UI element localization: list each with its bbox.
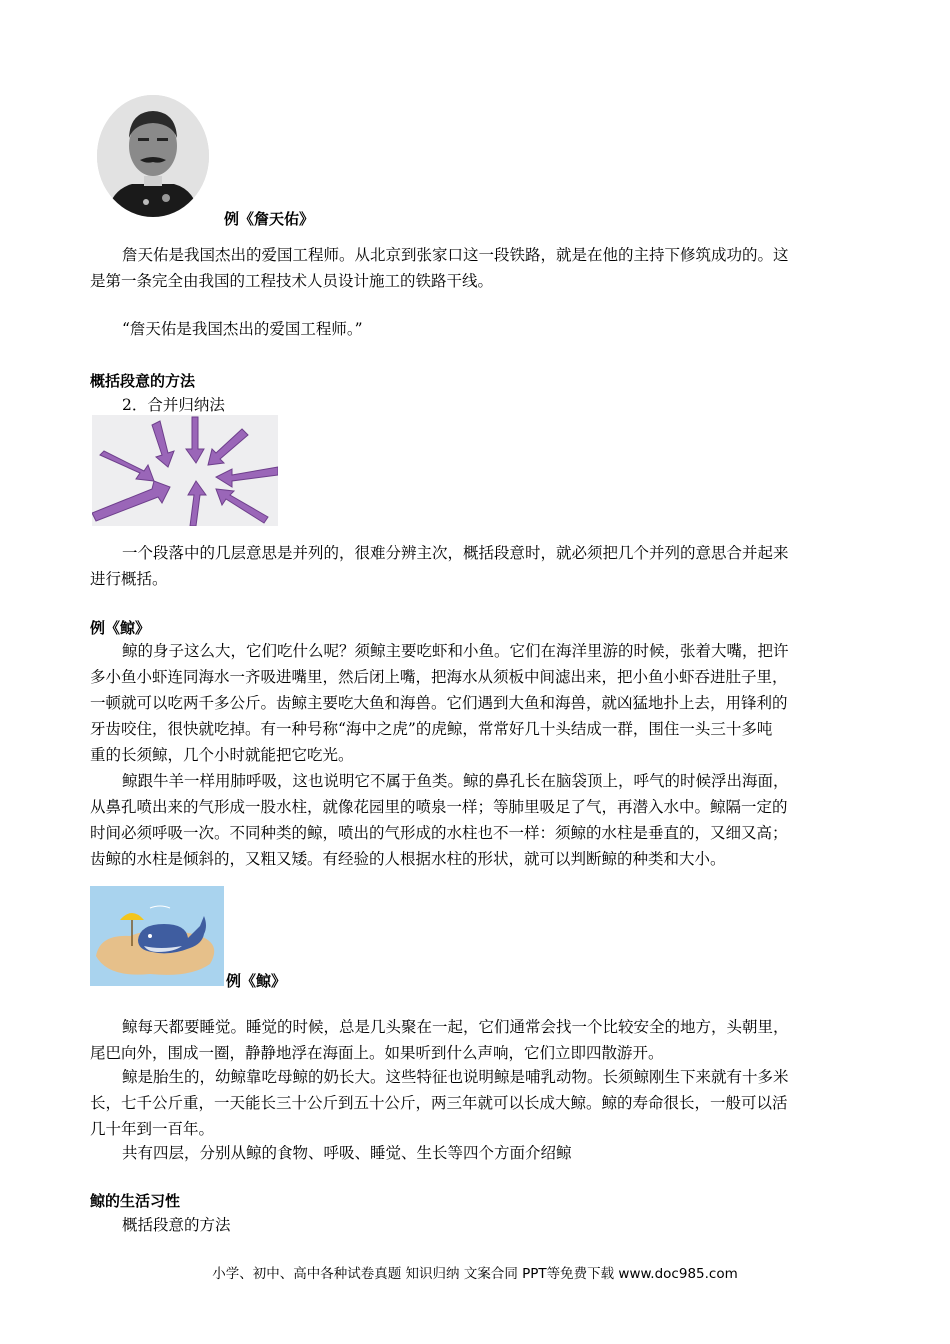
heading-whale-example: 例《鲸》 xyxy=(90,619,151,637)
method-name: 2．合并归纳法 xyxy=(122,396,225,414)
quote-line: “詹天佑是我国杰出的爱国工程师。” xyxy=(122,320,363,338)
summary-line: 共有四层，分别从鲸的食物、呼吸、睡觉、生长等四个方面介绍鲸 xyxy=(122,1144,572,1162)
whale-caption: 例《鲸》 xyxy=(226,972,287,990)
heading-method: 概括段意的方法 xyxy=(90,372,196,390)
paragraph-whale-growth: 鲸是胎生的，幼鲸靠吃母鲸的奶长大。这些特征也说明鲸是哺乳动物。长须鲸刚生下来就有十多米 长，七千公斤重，一天能长三十公斤到五十公斤，两三年就可以长成大鲸。鲸的寿命很长，一般可以活 几十年到一百年。 xyxy=(90,1068,789,1138)
paragraph-method-desc: 一个段落中的几层意思是并列的，很难分辨主次，概括段意时，就必须把几个并列的意思合并起来 进行概括。 xyxy=(90,544,789,588)
whale-cartoon-image xyxy=(90,886,224,986)
portrait-image xyxy=(96,94,210,218)
footer-banner: 小学、初中、高中各种试卷真题 知识归纳 文案合同 PPT等免费下载 www.doc985.com xyxy=(212,1266,738,1282)
arrows-image xyxy=(92,415,278,526)
paragraph-whale-sleep: 鲸每天都要睡觉。睡觉的时候，总是几头聚在一起，它们通常会找一个比较安全的地方，头朝里， 尾巴向外，围成一圈，静静地浮在海面上。如果听到什么声响，它们立即四散游开。 xyxy=(90,1018,789,1062)
paragraph-whale-breathing: 鲸跟牛羊一样用肺呼吸，这也说明它不属于鱼类。鲸的鼻孔长在脑袋顶上，呼气的时候浮出海面， 从鼻孔喷出来的气形成一股水柱，就像花园里的喷泉一样；等肺里吸足了气，再潜入水中。鲸隔一定的 时间必须呼吸一次。不同种类的鲸，喷出的气形成的水柱也不一样：须鲸的水柱是垂直的，又细又高； 齿鲸的水柱是倾斜的，又粗又矮。有经验的人根据水柱的形状，就可以判断鲸的种类和大小。 xyxy=(90,772,789,868)
heading-whale-habits: 鲸的生活习性 xyxy=(90,1192,181,1210)
portrait-caption: 例《詹天佑》 xyxy=(224,210,315,228)
sub-method-label: 概括段意的方法 xyxy=(122,1216,231,1234)
paragraph-zhan-intro: 詹天佑是我国杰出的爱国工程师。从北京到张家口这一段铁路，就是在他的主持下修筑成功的。这 是第一条完全由我国的工程技术人员设计施工的铁路干线。 xyxy=(90,246,789,290)
paragraph-whale-food: 鲸的身子这么大，它们吃什么呢？须鲸主要吃虾和小鱼。它们在海洋里游的时候，张着大嘴，把许 多小鱼小虾连同海水一齐吸进嘴里，然后闭上嘴，把海水从须板中间滤出来，把小鱼小虾吞进肚子里， 一顿就可以吃两千多公斤。齿鲸主要吃大鱼和海兽。它们遇到大鱼和海兽，就凶猛地扑上去，用锋利的 牙齿咬住，很快就吃掉。有一种号称“海中之虎”的虎鲸，常常好几十头结成一群，围住一头三十多吨 重的长须鲸，几个小时就能把它吃光。 xyxy=(90,642,789,764)
